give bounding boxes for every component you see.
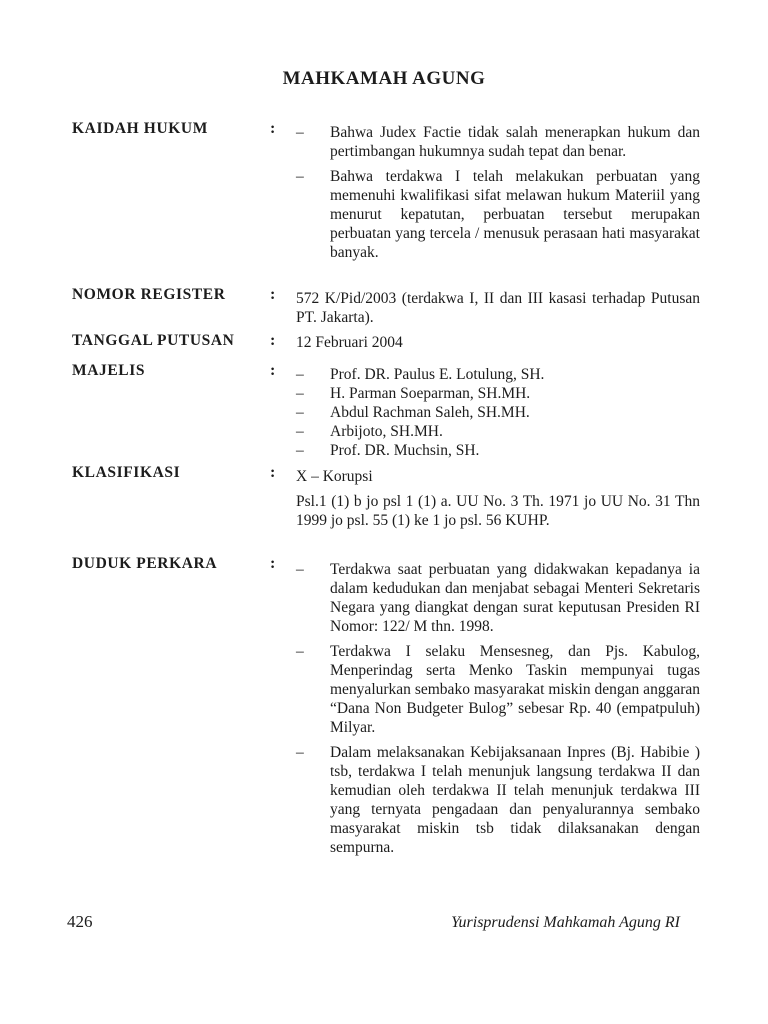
field-body xyxy=(296,333,700,352)
field-body xyxy=(296,560,700,860)
field-label: KLASIFIKASI xyxy=(72,464,181,481)
page-number: 426 xyxy=(67,912,93,931)
field-colon: : xyxy=(270,464,276,481)
field-colon: : xyxy=(270,362,276,379)
list-item-text: Prof. DR. Muchsin, SH. xyxy=(330,442,480,459)
list-dash: – xyxy=(296,643,304,660)
list-dash: – xyxy=(296,423,304,440)
register-number-text: 572 K/Pid/2003 (terdakwa I, II dan III kasasi terhadap Putusan PT. Jakarta). xyxy=(296,290,700,326)
list-dash: – xyxy=(296,124,304,141)
page-title: MAHKAMAH AGUNG xyxy=(282,68,486,89)
classification-detail: Psl.1 (1) b jo psl 1 (1) a. UU No. 3 Th. 1971 jo UU No. 31 Thn 1999 jo psl. 55 (1) ke 1 jo psl. 56 KUHP. xyxy=(296,493,700,529)
field-label: KAIDAH HUKUM xyxy=(72,120,208,137)
list-item-text: Bahwa terdakwa I telah melakukan perbuatan yang memenuhi kwalifikasi sifat melawan hukum Materiil yang menurut kepatutan, perbuatan tersebut merupakan perbuatan yang tercela / menusuk perasaan hati masyarakat banyak. xyxy=(330,168,700,261)
field-colon: : xyxy=(270,120,276,137)
field-colon: : xyxy=(270,286,276,303)
list-dash: – xyxy=(296,744,304,761)
list-item xyxy=(296,743,700,857)
field-label: TANGGAL PUTUSAN xyxy=(72,332,235,349)
field-body xyxy=(296,289,700,327)
field-colon: : xyxy=(270,332,276,349)
list-item xyxy=(296,123,700,161)
decision-date-text: 12 Februari 2004 xyxy=(296,334,403,351)
list-item xyxy=(296,642,700,737)
list-item xyxy=(296,167,700,262)
field-body xyxy=(296,365,700,460)
list-item-text: Arbijoto, SH.MH. xyxy=(330,423,443,440)
field-body xyxy=(296,467,700,530)
list-dash: – xyxy=(296,442,304,459)
list-dash: – xyxy=(296,561,304,578)
field-label: NOMOR REGISTER xyxy=(72,286,226,303)
field-label: DUDUK PERKARA xyxy=(72,555,218,572)
classification-text: X – Korupsi xyxy=(296,468,373,485)
list-dash: – xyxy=(296,385,304,402)
list-item-text: Dalam melaksanakan Kebijaksanaan Inpres (Bj. Habibie ) tsb, terdakwa I telah menunjuk langsung terdakwa II dan kemudian oleh terdakwa II telah menunjuk terdakwa III yang ternyata pengadaan dan penyalurannya sembako masyarakat miskin tsb tidak dilaksanakan dengan sempurna. xyxy=(330,744,700,856)
list-item-text: Prof. DR. Paulus E. Lotulung, SH. xyxy=(330,366,545,383)
list-item xyxy=(296,560,700,636)
list-item-text: Terdakwa I selaku Mensesneg, dan Pjs. Kabulog, Menperindag serta Menko Taskin mempunyai tugas menyalurkan sembako masyarakat miskin dengan anggaran “Dana Non Budgeter Bulog” sebesar Rp. 40 (empatpuluh) Milyar. xyxy=(330,643,700,736)
list-item xyxy=(296,422,700,441)
list-item xyxy=(296,384,700,403)
list-dash: – xyxy=(296,404,304,421)
list-item xyxy=(296,403,700,422)
list-item-text: Terdakwa saat perbuatan yang didakwakan kepadanya ia dalam kedudukan dan menjabat sebagai Menteri Sekretaris Negara yang diangkat dengan surat keputusan Presiden RI Nomor: 122/ M thn. 1998. xyxy=(330,561,700,635)
list-item-text: H. Parman Soeparman, SH.MH. xyxy=(330,385,531,402)
list-item-text: Bahwa Judex Factie tidak salah menerapkan hukum dan pertimbangan hukumnya sudah tepat dan benar. xyxy=(330,124,700,160)
list-item xyxy=(296,365,700,384)
list-item xyxy=(296,441,700,460)
list-dash: – xyxy=(296,366,304,383)
field-colon: : xyxy=(270,555,276,572)
book-title: Yurisprudensi Mahkamah Agung RI xyxy=(451,914,680,931)
list-item-text: Abdul Rachman Saleh, SH.MH. xyxy=(330,404,530,421)
list-dash: – xyxy=(296,168,304,185)
field-body xyxy=(296,123,700,265)
field-label: MAJELIS xyxy=(72,362,146,379)
